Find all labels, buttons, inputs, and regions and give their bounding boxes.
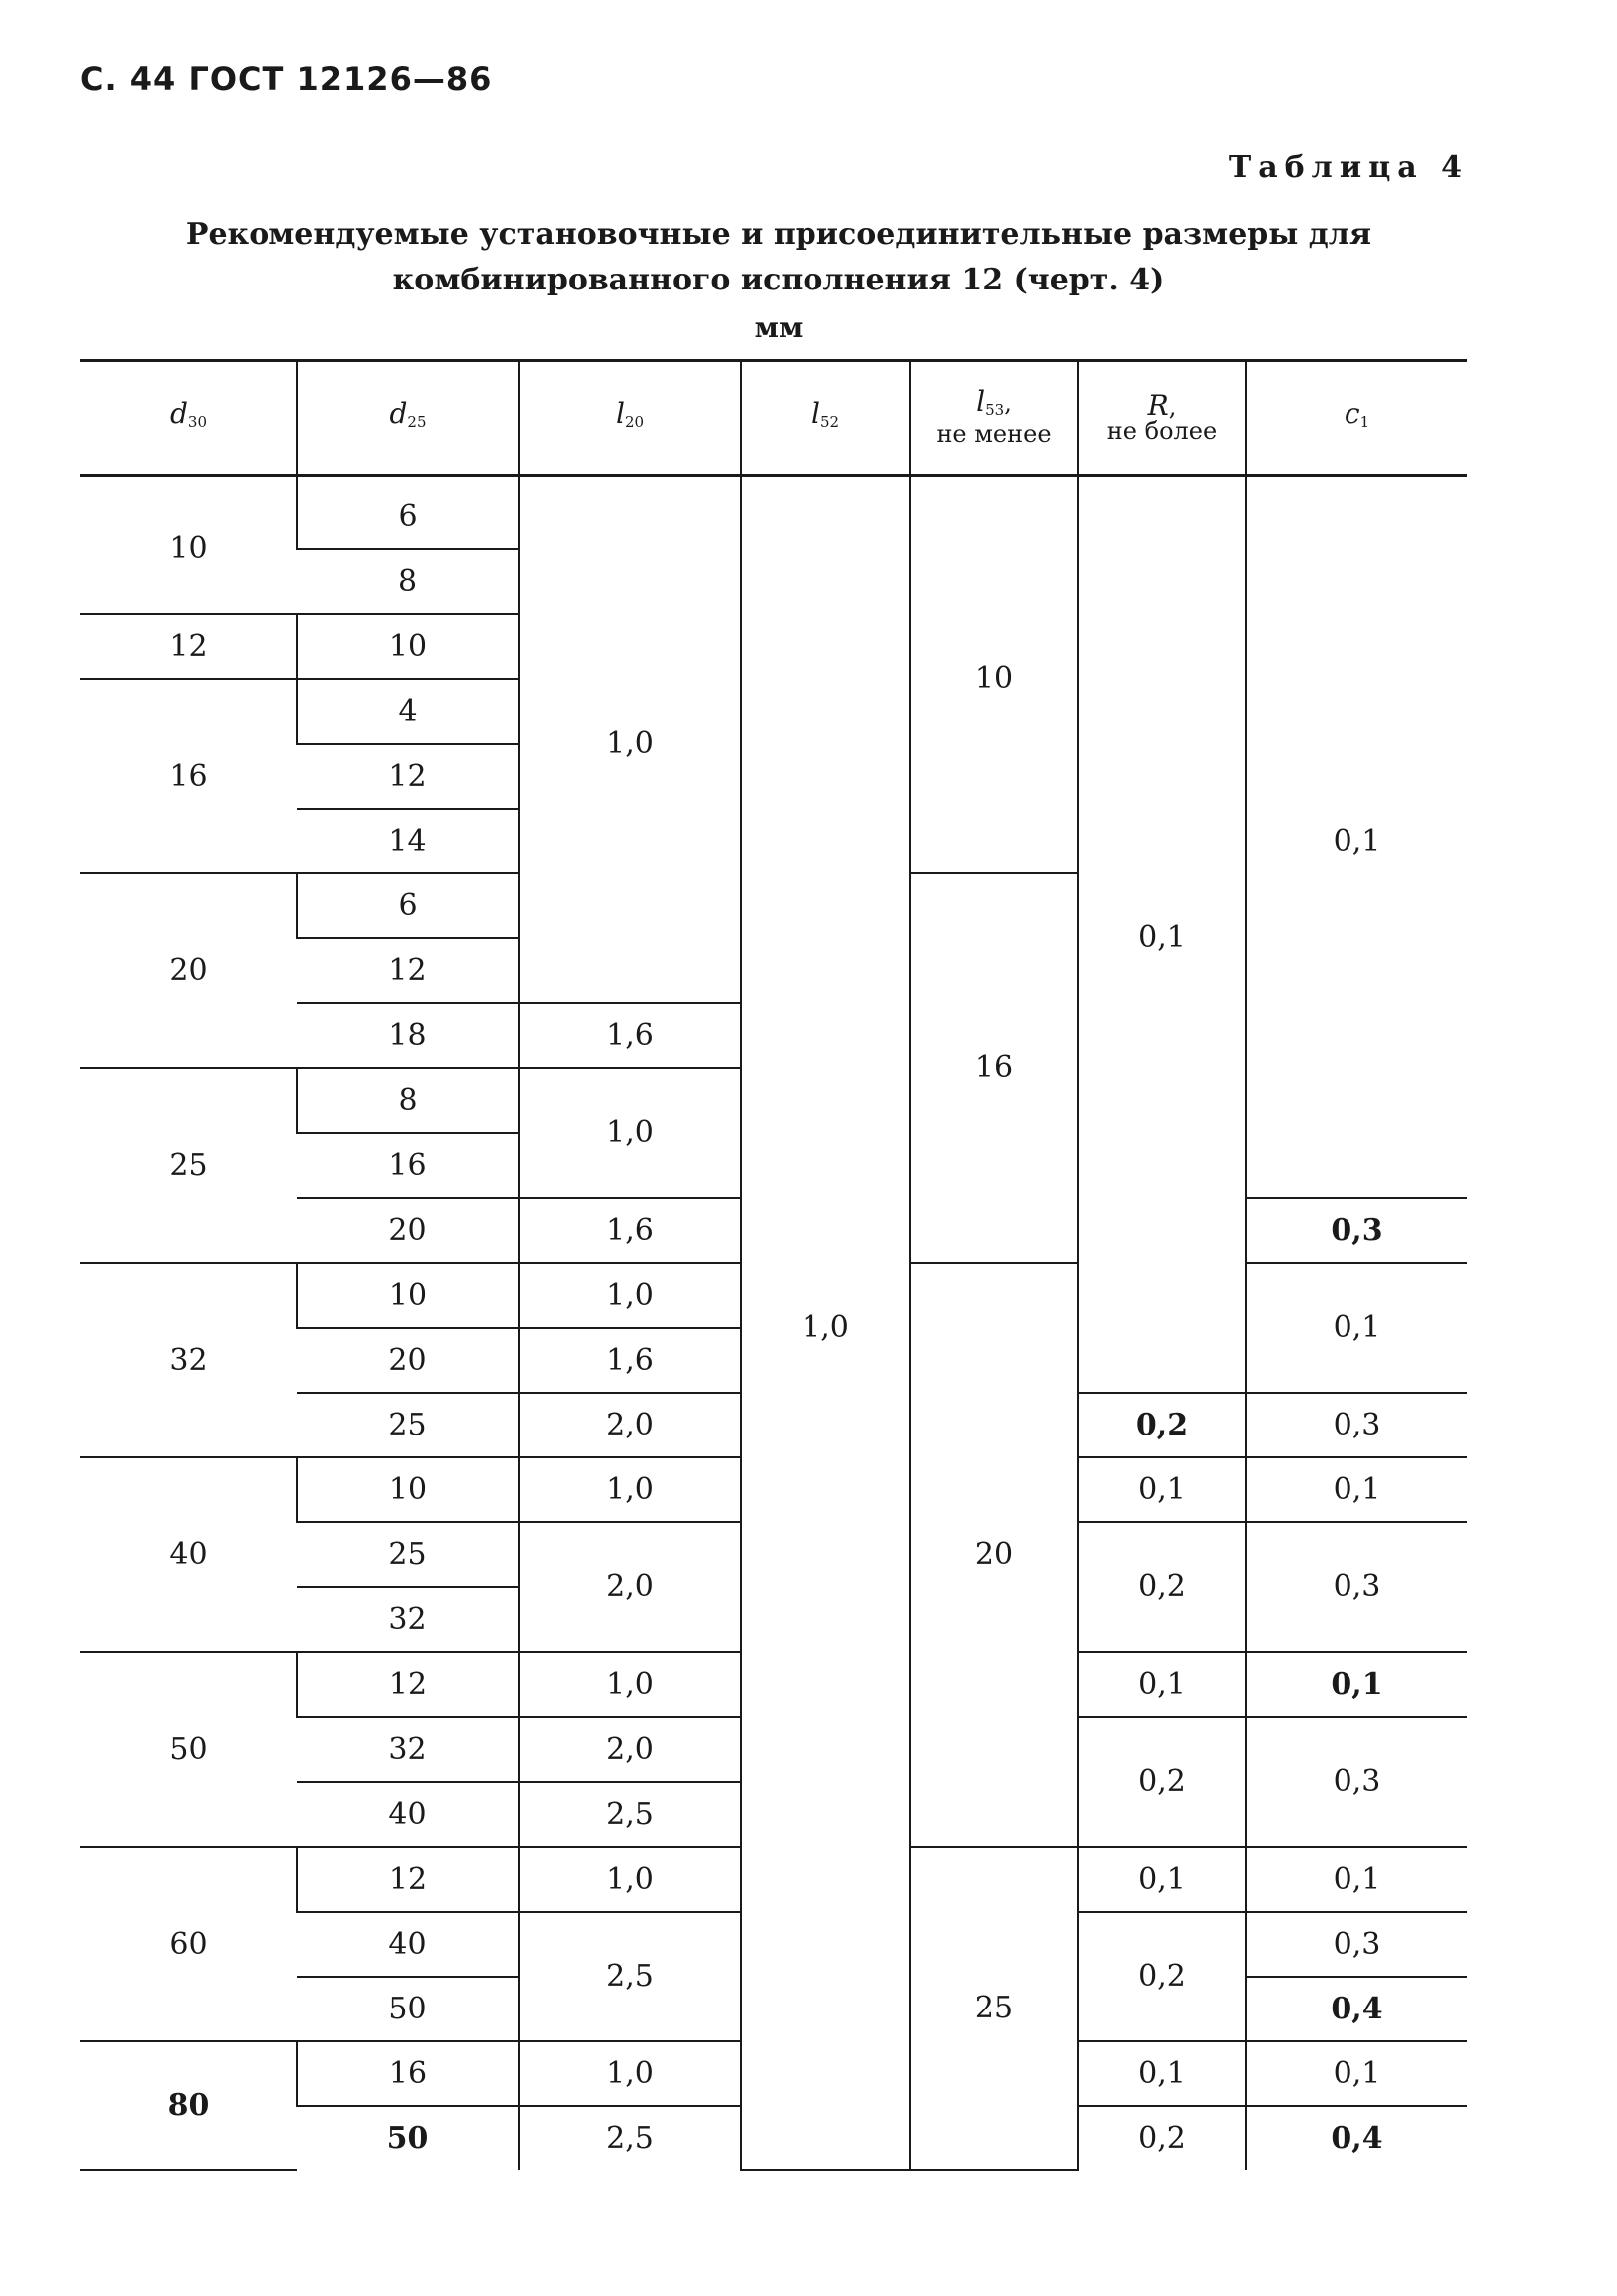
r-cell: 0,1 [1078,2041,1246,2106]
r-cell: 0,1 [1078,476,1246,1394]
l20-cell: 1,0 [519,1263,741,1328]
r-cell: 0,1 [1078,1652,1246,1717]
d25-cell: 8 [297,549,519,614]
d30-cell: 50 [80,1652,297,1847]
d25-cell: 16 [297,2041,519,2106]
l52-cell: 1,0 [741,476,910,2171]
d25-cell: 6 [297,873,519,938]
c1-cell: 0,1 [1246,2041,1467,2106]
d25-cell: 32 [297,1717,519,1782]
dimensions-table [80,359,1467,2171]
l20-cell: 1,0 [519,1457,741,1522]
d30-cell: 80 [80,2041,297,2170]
c1-cell: 0,4 [1246,2106,1467,2170]
r-cell: 0,2 [1078,1393,1246,1457]
l20-cell: 2,5 [519,2106,741,2170]
r-cell: 0,1 [1078,1847,1246,1912]
l53-cell: 20 [910,1263,1078,1847]
r-cell: 0,2 [1078,1912,1246,2041]
d30-cell: 40 [80,1457,297,1652]
header-l20: $l_{20}$ [519,361,741,476]
d25-cell: 50 [297,1977,519,2041]
page-header: С. 44 ГОСТ 12126—86 [80,60,493,98]
d25-cell: 16 [297,1133,519,1198]
d30-cell: 20 [80,873,297,1068]
c1-cell: 0,4 [1246,1977,1467,2041]
l20-cell: 2,5 [519,1912,741,2041]
l53-cell: 10 [910,476,1078,874]
d25-cell: 25 [297,1522,519,1587]
l20-cell: 1,0 [519,1847,741,1912]
l20-cell: 1,0 [519,2041,741,2106]
d30-cell: 32 [80,1263,297,1457]
l20-cell: 2,0 [519,1717,741,1782]
d25-cell: 40 [297,1912,519,1977]
d25-cell: 12 [297,744,519,809]
table-header-row [80,361,1467,476]
d25-cell: 4 [297,679,519,744]
d25-cell: 8 [297,1068,519,1133]
d30-cell: 60 [80,1847,297,2041]
table-title-line-2: комбинированного исполнения 12 (черт. 4) [392,263,1165,297]
c1-cell: 0,1 [1246,1847,1467,1912]
d25-cell: 20 [297,1328,519,1393]
l20-cell: 1,6 [519,1198,741,1263]
l20-cell: 2,0 [519,1393,741,1457]
r-cell: 0,1 [1078,1457,1246,1522]
header-c1: $c_1$ [1246,361,1467,476]
c1-cell: 0,3 [1246,1717,1467,1847]
d25-cell: 12 [297,938,519,1003]
header-d25: $d_{25}$ [297,361,519,476]
r-cell: 0,2 [1078,1522,1246,1652]
table-label: Таблица 4 [1228,150,1469,185]
d25-cell: 40 [297,1782,519,1847]
d25-cell: 10 [297,1457,519,1522]
d25-cell: 18 [297,1003,519,1068]
d25-cell: 12 [297,1847,519,1912]
c1-cell: 0,1 [1246,1652,1467,1717]
l20-cell: 2,0 [519,1522,741,1652]
table-row [80,476,1467,550]
d25-cell: 10 [297,614,519,679]
d30-cell: 12 [80,614,297,679]
c1-cell: 0,1 [1246,1263,1467,1393]
l53-cell: 16 [910,873,1078,1263]
r-cell: 0,2 [1078,1717,1246,1847]
header-r: R, не более [1078,361,1246,476]
c1-cell: 0,3 [1246,1198,1467,1263]
l20-cell: 1,6 [519,1328,741,1393]
d25-cell: 50 [386,2120,429,2156]
table-title [150,212,1407,303]
l53-cell: 25 [910,1847,1078,2170]
d25-cell: 10 [297,1263,519,1328]
header-l52: $l_{52}$ [741,361,910,476]
c1-cell: 0,3 [1246,1522,1467,1652]
d30-cell: 25 [80,1068,297,1263]
header-d30: $d_{30}$ [80,361,297,476]
units-label: мм [754,311,804,344]
c1-cell: 0,3 [1246,1393,1467,1457]
l20-cell: 1,0 [519,1652,741,1717]
d25-cell: 25 [297,1393,519,1457]
l20-cell: 1,6 [519,1003,741,1068]
d25-cell: 12 [297,1652,519,1717]
d30-cell: 16 [80,679,297,873]
c1-cell: 0,1 [1246,476,1467,1199]
d25-cell: 6 [297,476,519,550]
d30-cell: 10 [80,476,297,615]
d25-cell: 32 [297,1587,519,1652]
c1-cell: 0,1 [1246,1457,1467,1522]
l20-cell: 2,5 [519,1782,741,1847]
d25-cell: 20 [297,1198,519,1263]
table-title-line-1: Рекомендуемые установочные и присоединительные размеры для [185,217,1372,252]
l20-cell: 1,0 [519,1068,741,1198]
d25-cell: 14 [297,809,519,873]
l20-cell: 1,0 [519,476,741,1004]
header-l53: $l_{53}$, не менее [910,361,1078,476]
r-cell: 0,2 [1078,2106,1246,2170]
c1-cell: 0,3 [1246,1912,1467,1977]
